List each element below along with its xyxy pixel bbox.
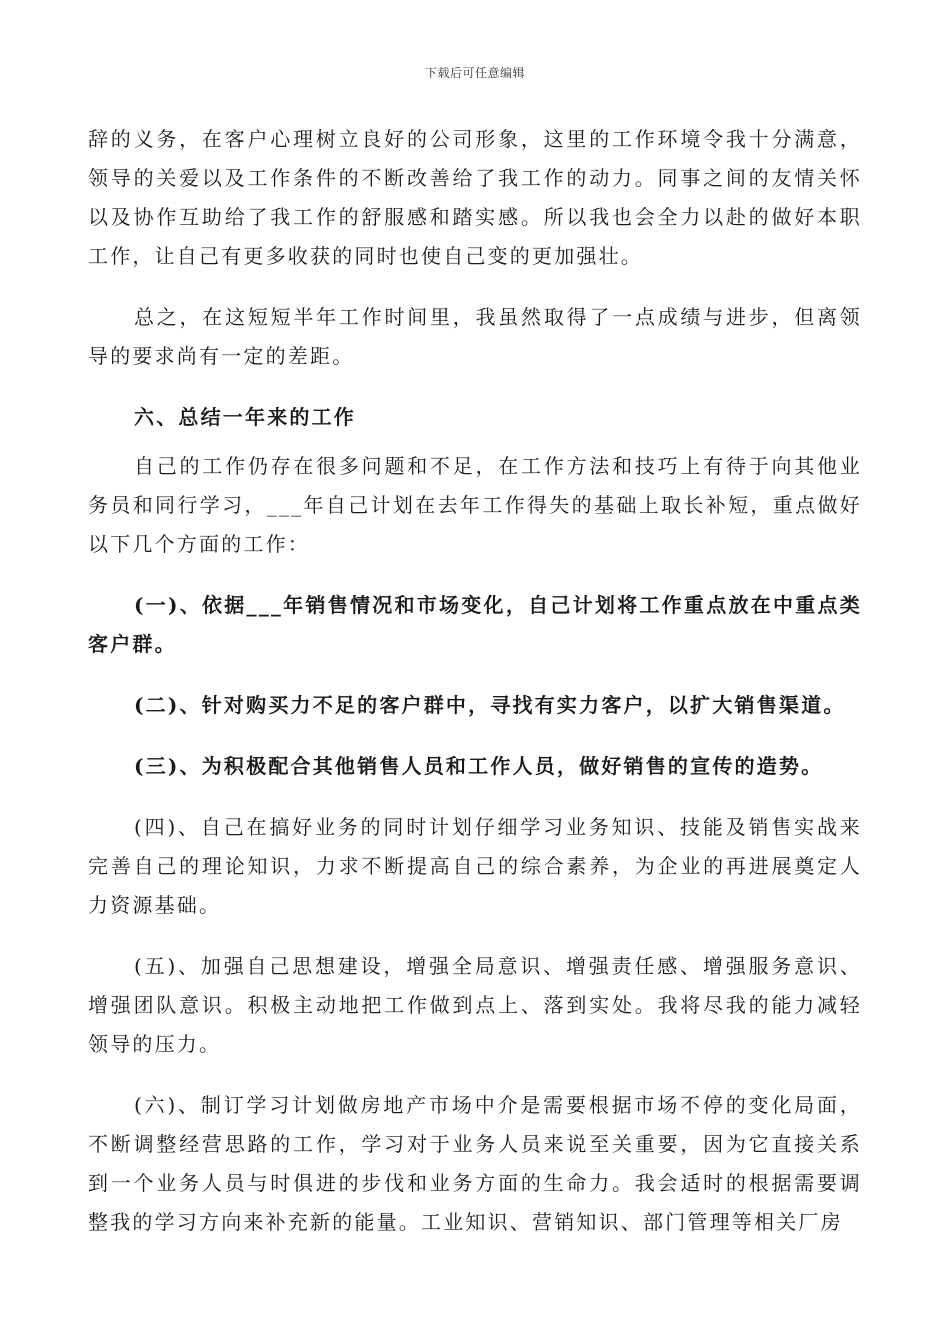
list-item-3: (三)、为积极配合其他销售人员和工作人员，做好销售的宣传的造势。: [134, 754, 824, 778]
list-item-5: (五)、加强自己思想建设，增强全局意识、增强责任感、增强服务意识、增强团队意识。积极主动地把工作做到点上、落到实处。我将尽我的能力减轻领导的压力。: [88, 954, 862, 1056]
section-heading: 六、总结一年来的工作: [134, 405, 356, 429]
page-header: 下载后可任意编辑: [424, 66, 525, 80]
list-item-1: (一)、依据___年销售情况和市场变化，自己计划将工作重点放在中重点类客户群。: [88, 593, 862, 656]
document-body: [88, 120, 862, 1242]
paragraph-summary: 总之，在这短短半年工作时间里，我虽然取得了一点成绩与进步，但离领导的要求尚有一定的差距。: [88, 305, 862, 368]
paragraph-continuation: 辞的义务，在客户心理树立良好的公司形象，这里的工作环境令我十分满意，领导的关爱以及工作条件的不断改善给了我工作的动力。同事之间的友情关怀以及协作互助给了我工作的舒服感和踏实感。所以我也会全力以赴的做好本职工作，让自己有更多收获的同时也使自己变的更加强壮。: [88, 127, 862, 268]
paragraph-intro: 自己的工作仍存在很多问题和不足，在工作方法和技巧上有待于向其他业务员和同行学习，___年自己计划在去年工作得失的基础上取长补短，重点做好以下几个方面的工作：: [88, 454, 862, 556]
list-item-4: (四)、自己在搞好业务的同时计划仔细学习业务知识、技能及销售实战来完善自己的理论知识，力求不断提高自己的综合素养，为企业的再进展奠定人力资源基础。: [88, 815, 862, 917]
list-item-2: (二)、针对购买力不足的客户群中，寻找有实力客户，以扩大销售渠道。: [134, 693, 846, 717]
list-item-6: (六)、制订学习计划做房地产市场中介是需要根据市场不停的变化局面，不断调整经营思路的工作，学习对于业务人员来说至关重要，因为它直接关系到一个业务人员与时俱进的步伐和业务方面的生命力。我会适时的根据需要调整我的学习方向来补充新的能量。工业知识、营销知识、部门管理等相关厂房: [88, 1093, 862, 1234]
